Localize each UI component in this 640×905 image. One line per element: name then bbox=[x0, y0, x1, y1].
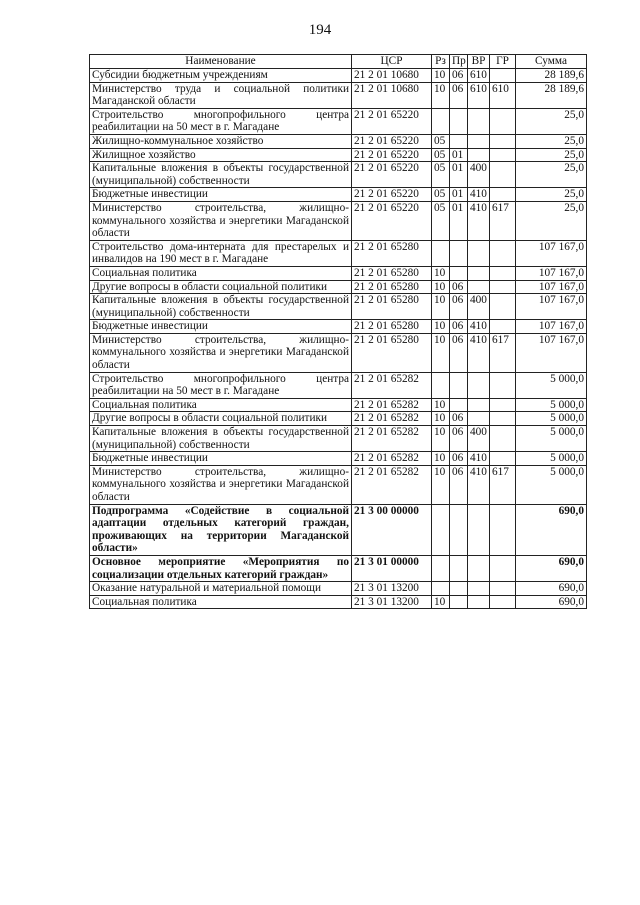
row-csr: 21 2 01 10680 bbox=[352, 69, 432, 83]
row-name-text: Субсидии бюджетным учреждениям bbox=[92, 69, 268, 81]
row-sum: 5 000,0 bbox=[516, 426, 587, 452]
row-sum: 690,0 bbox=[516, 555, 587, 581]
row-sum: 690,0 bbox=[516, 595, 587, 609]
row-rz: 10 bbox=[432, 333, 450, 372]
row-gr bbox=[490, 582, 516, 596]
row-name bbox=[90, 333, 352, 372]
row-gr bbox=[490, 426, 516, 452]
row-name bbox=[90, 108, 352, 134]
row-pr: 01 bbox=[450, 162, 468, 188]
row-vr: 610 bbox=[468, 82, 490, 108]
row-vr: 410 bbox=[468, 465, 490, 504]
row-gr bbox=[490, 372, 516, 398]
row-csr: 21 2 01 65220 bbox=[352, 134, 432, 148]
row-rz bbox=[432, 240, 450, 266]
row-vr bbox=[468, 148, 490, 162]
header-row bbox=[90, 55, 587, 69]
row-csr: 21 2 01 65220 bbox=[352, 108, 432, 134]
row-name-text: Капитальные вложения в объекты государственной (муниципальной) собственности bbox=[92, 426, 349, 451]
row-vr: 410 bbox=[468, 201, 490, 240]
row-sum: 5 000,0 bbox=[516, 372, 587, 398]
row-name-text: Другие вопросы в области социальной политики bbox=[92, 280, 328, 293]
row-name-text: Социальная политика bbox=[92, 266, 197, 279]
row-pr bbox=[450, 108, 468, 134]
table-row bbox=[90, 82, 587, 108]
row-sum: 690,0 bbox=[516, 582, 587, 596]
row-sum: 107 167,0 bbox=[516, 333, 587, 372]
row-gr bbox=[490, 134, 516, 148]
row-name bbox=[90, 372, 352, 398]
row-rz: 10 bbox=[432, 595, 450, 609]
table-row bbox=[90, 240, 587, 266]
row-pr bbox=[450, 398, 468, 412]
row-name-text: Оказание натуральной и материальной помощи bbox=[92, 582, 322, 595]
row-name-text: Капитальные вложения в объекты государственной (муниципальной) собственности bbox=[92, 162, 349, 187]
row-rz: 05 bbox=[432, 188, 450, 202]
row-csr: 21 2 01 65280 bbox=[352, 266, 432, 280]
row-gr: 617 bbox=[490, 333, 516, 372]
row-gr bbox=[490, 398, 516, 412]
header-gr: ГР bbox=[490, 55, 516, 69]
page-number: 194 bbox=[308, 22, 332, 38]
row-vr bbox=[468, 372, 490, 398]
row-name bbox=[90, 188, 352, 202]
row-sum: 28 189,6 bbox=[516, 69, 587, 83]
row-gr bbox=[490, 148, 516, 162]
table-row bbox=[90, 582, 587, 596]
table-row bbox=[90, 372, 587, 398]
row-gr: 617 bbox=[490, 465, 516, 504]
header-name: Наименование bbox=[90, 55, 352, 69]
row-name bbox=[90, 504, 352, 555]
row-name bbox=[90, 69, 352, 83]
row-pr bbox=[450, 240, 468, 266]
row-vr bbox=[468, 108, 490, 134]
row-rz: 10 bbox=[432, 280, 450, 294]
row-csr: 21 2 01 10680 bbox=[352, 82, 432, 108]
row-name bbox=[90, 426, 352, 452]
table-row bbox=[90, 333, 587, 372]
table-body bbox=[90, 69, 587, 609]
table-row bbox=[90, 69, 587, 83]
table-row bbox=[90, 280, 587, 294]
row-name-text: Строительство многопрофильного центра реабилитации на 50 мест в г. Магадане bbox=[92, 372, 349, 398]
row-sum: 25,0 bbox=[516, 134, 587, 148]
row-pr bbox=[450, 134, 468, 148]
row-sum: 107 167,0 bbox=[516, 294, 587, 320]
row-sum: 5 000,0 bbox=[516, 465, 587, 504]
row-vr: 410 bbox=[468, 320, 490, 334]
row-pr: 06 bbox=[450, 69, 468, 83]
row-name bbox=[90, 555, 352, 581]
row-pr bbox=[450, 595, 468, 609]
row-vr bbox=[468, 504, 490, 555]
row-pr: 01 bbox=[450, 188, 468, 202]
row-sum: 690,0 bbox=[516, 504, 587, 555]
row-csr: 21 3 01 13200 bbox=[352, 582, 432, 596]
row-vr bbox=[468, 240, 490, 266]
table-row bbox=[90, 504, 587, 555]
table-row bbox=[90, 320, 587, 334]
row-rz: 05 bbox=[432, 134, 450, 148]
row-vr bbox=[468, 595, 490, 609]
row-gr bbox=[490, 320, 516, 334]
row-gr bbox=[490, 108, 516, 134]
row-gr bbox=[490, 266, 516, 280]
row-rz: 10 bbox=[432, 69, 450, 83]
row-csr: 21 2 01 65282 bbox=[352, 412, 432, 426]
row-gr: 617 bbox=[490, 201, 516, 240]
row-name-text: Социальная политика bbox=[92, 398, 197, 411]
budget-table bbox=[89, 54, 587, 609]
row-rz: 05 bbox=[432, 162, 450, 188]
row-name-text: Жилищно-коммунальное хозяйство bbox=[92, 134, 264, 147]
header-rz: Рз bbox=[432, 55, 450, 69]
row-vr bbox=[468, 398, 490, 412]
row-name bbox=[90, 266, 352, 280]
row-rz: 05 bbox=[432, 201, 450, 240]
table-row bbox=[90, 108, 587, 134]
table-row bbox=[90, 452, 587, 466]
row-name-text: Основное мероприятие «Мероприятия по социализации отдельных категорий граждан» bbox=[92, 555, 349, 581]
row-pr: 06 bbox=[450, 452, 468, 466]
row-rz: 10 bbox=[432, 82, 450, 108]
row-name-text: Бюджетные инвестиции bbox=[92, 188, 208, 201]
row-csr: 21 2 01 65280 bbox=[352, 333, 432, 372]
row-sum: 107 167,0 bbox=[516, 280, 587, 294]
table-header bbox=[90, 55, 587, 69]
row-sum: 28 189,6 bbox=[516, 82, 587, 108]
row-sum: 107 167,0 bbox=[516, 240, 587, 266]
row-sum: 5 000,0 bbox=[516, 398, 587, 412]
table-row bbox=[90, 134, 587, 148]
row-gr bbox=[490, 555, 516, 581]
row-pr: 06 bbox=[450, 426, 468, 452]
row-name bbox=[90, 162, 352, 188]
row-pr: 01 bbox=[450, 201, 468, 240]
row-name bbox=[90, 148, 352, 162]
row-name bbox=[90, 201, 352, 240]
row-name bbox=[90, 595, 352, 609]
row-rz bbox=[432, 372, 450, 398]
row-gr bbox=[490, 504, 516, 555]
row-name bbox=[90, 294, 352, 320]
row-name bbox=[90, 280, 352, 294]
row-gr: 610 bbox=[490, 82, 516, 108]
table-row bbox=[90, 426, 587, 452]
row-sum: 5 000,0 bbox=[516, 412, 587, 426]
row-vr: 400 bbox=[468, 294, 490, 320]
row-csr: 21 2 01 65282 bbox=[352, 452, 432, 466]
row-name-text: Министерство строительства, жилищно-коммунального хозяйства и энергетики Магаданской области bbox=[92, 201, 349, 240]
row-name-text: Министерство строительства, жилищно-коммунального хозяйства и энергетики Магаданской области bbox=[92, 465, 349, 503]
row-pr: 06 bbox=[450, 82, 468, 108]
row-gr bbox=[490, 69, 516, 83]
row-rz: 10 bbox=[432, 266, 450, 280]
row-vr: 410 bbox=[468, 188, 490, 202]
row-pr bbox=[450, 372, 468, 398]
row-csr: 21 2 01 65280 bbox=[352, 280, 432, 294]
row-name-text: Бюджетные инвестиции bbox=[92, 452, 208, 465]
row-name bbox=[90, 412, 352, 426]
table-row bbox=[90, 201, 587, 240]
table-row bbox=[90, 162, 587, 188]
row-rz bbox=[432, 555, 450, 581]
row-pr: 06 bbox=[450, 294, 468, 320]
row-gr bbox=[490, 452, 516, 466]
row-vr: 610 bbox=[468, 69, 490, 83]
row-pr: 01 bbox=[450, 148, 468, 162]
row-name-text: Строительство многопрофильного центра реабилитации на 50 мест в г. Магадане bbox=[92, 108, 349, 134]
row-name-text: Капитальные вложения в объекты государственной (муниципальной) собственности bbox=[92, 294, 349, 319]
table-row bbox=[90, 398, 587, 412]
table-row bbox=[90, 266, 587, 280]
table-row bbox=[90, 555, 587, 581]
row-rz: 10 bbox=[432, 426, 450, 452]
row-gr bbox=[490, 280, 516, 294]
row-rz bbox=[432, 582, 450, 596]
table-row bbox=[90, 294, 587, 320]
row-pr: 06 bbox=[450, 320, 468, 334]
row-csr: 21 3 00 00000 bbox=[352, 504, 432, 555]
row-vr bbox=[468, 412, 490, 426]
row-rz bbox=[432, 504, 450, 555]
row-sum: 107 167,0 bbox=[516, 266, 587, 280]
row-csr: 21 2 01 65280 bbox=[352, 320, 432, 334]
row-name-text: Социальная политика bbox=[92, 595, 197, 608]
row-pr: 06 bbox=[450, 280, 468, 294]
row-vr bbox=[468, 134, 490, 148]
row-name-text: Бюджетные инвестиции bbox=[92, 320, 208, 333]
row-sum: 25,0 bbox=[516, 201, 587, 240]
row-gr bbox=[490, 162, 516, 188]
row-name-text: Министерство труда и социальной политики Магаданской области bbox=[92, 82, 349, 108]
table-row bbox=[90, 188, 587, 202]
row-name bbox=[90, 240, 352, 266]
row-sum: 25,0 bbox=[516, 188, 587, 202]
row-name bbox=[90, 398, 352, 412]
header-csr: ЦСР bbox=[352, 55, 432, 69]
row-name bbox=[90, 452, 352, 466]
row-gr bbox=[490, 294, 516, 320]
row-rz bbox=[432, 108, 450, 134]
row-vr bbox=[468, 280, 490, 294]
row-csr: 21 2 01 65220 bbox=[352, 148, 432, 162]
row-rz: 10 bbox=[432, 452, 450, 466]
row-pr bbox=[450, 555, 468, 581]
row-rz: 10 bbox=[432, 465, 450, 504]
row-csr: 21 2 01 65220 bbox=[352, 201, 432, 240]
row-name-text: Подпрограмма «Содействие в социальной адаптации отдельных категорий граждан, проживающих на территории Магаданской области» bbox=[92, 504, 349, 555]
row-csr: 21 2 01 65282 bbox=[352, 426, 432, 452]
row-rz: 10 bbox=[432, 398, 450, 412]
row-rz: 05 bbox=[432, 148, 450, 162]
row-gr bbox=[490, 595, 516, 609]
row-name bbox=[90, 320, 352, 334]
row-csr: 21 2 01 65280 bbox=[352, 240, 432, 266]
row-vr: 400 bbox=[468, 162, 490, 188]
row-name bbox=[90, 465, 352, 504]
row-gr bbox=[490, 412, 516, 426]
row-vr: 410 bbox=[468, 333, 490, 372]
row-name bbox=[90, 582, 352, 596]
row-sum: 107 167,0 bbox=[516, 320, 587, 334]
row-sum: 25,0 bbox=[516, 162, 587, 188]
row-pr: 06 bbox=[450, 333, 468, 372]
row-name-text: Министерство строительства, жилищно-коммунального хозяйства и энергетики Магаданской области bbox=[92, 333, 349, 372]
row-pr bbox=[450, 504, 468, 555]
row-name-text: Другие вопросы в области социальной политики bbox=[92, 412, 328, 425]
row-sum: 5 000,0 bbox=[516, 452, 587, 466]
row-vr: 400 bbox=[468, 426, 490, 452]
row-gr bbox=[490, 188, 516, 202]
row-vr bbox=[468, 555, 490, 581]
row-rz: 10 bbox=[432, 294, 450, 320]
row-csr: 21 2 01 65220 bbox=[352, 188, 432, 202]
table-row bbox=[90, 412, 587, 426]
row-csr: 21 2 01 65282 bbox=[352, 372, 432, 398]
row-name-text: Жилищное хозяйство bbox=[92, 148, 196, 161]
table-row bbox=[90, 595, 587, 609]
row-csr: 21 2 01 65220 bbox=[352, 162, 432, 188]
row-csr: 21 2 01 65282 bbox=[352, 465, 432, 504]
row-csr: 21 3 01 00000 bbox=[352, 555, 432, 581]
table-row bbox=[90, 465, 587, 504]
row-name bbox=[90, 82, 352, 108]
row-csr: 21 2 01 65282 bbox=[352, 398, 432, 412]
row-pr bbox=[450, 582, 468, 596]
header-vr: ВР bbox=[468, 55, 490, 69]
row-csr: 21 2 01 65280 bbox=[352, 294, 432, 320]
row-sum: 25,0 bbox=[516, 148, 587, 162]
header-sum: Сумма bbox=[516, 55, 587, 69]
row-vr bbox=[468, 266, 490, 280]
row-name bbox=[90, 134, 352, 148]
row-sum: 25,0 bbox=[516, 108, 587, 134]
row-rz: 10 bbox=[432, 412, 450, 426]
row-vr bbox=[468, 582, 490, 596]
row-gr bbox=[490, 240, 516, 266]
row-pr: 06 bbox=[450, 412, 468, 426]
row-vr: 410 bbox=[468, 452, 490, 466]
row-pr: 06 bbox=[450, 465, 468, 504]
row-csr: 21 3 01 13200 bbox=[352, 595, 432, 609]
header-pr: Пр bbox=[450, 55, 468, 69]
row-name-text: Строительство дома-интерната для престарелых и инвалидов на 190 мест в г. Магадане bbox=[92, 240, 349, 266]
row-rz: 10 bbox=[432, 320, 450, 334]
table-row bbox=[90, 148, 587, 162]
row-pr bbox=[450, 266, 468, 280]
